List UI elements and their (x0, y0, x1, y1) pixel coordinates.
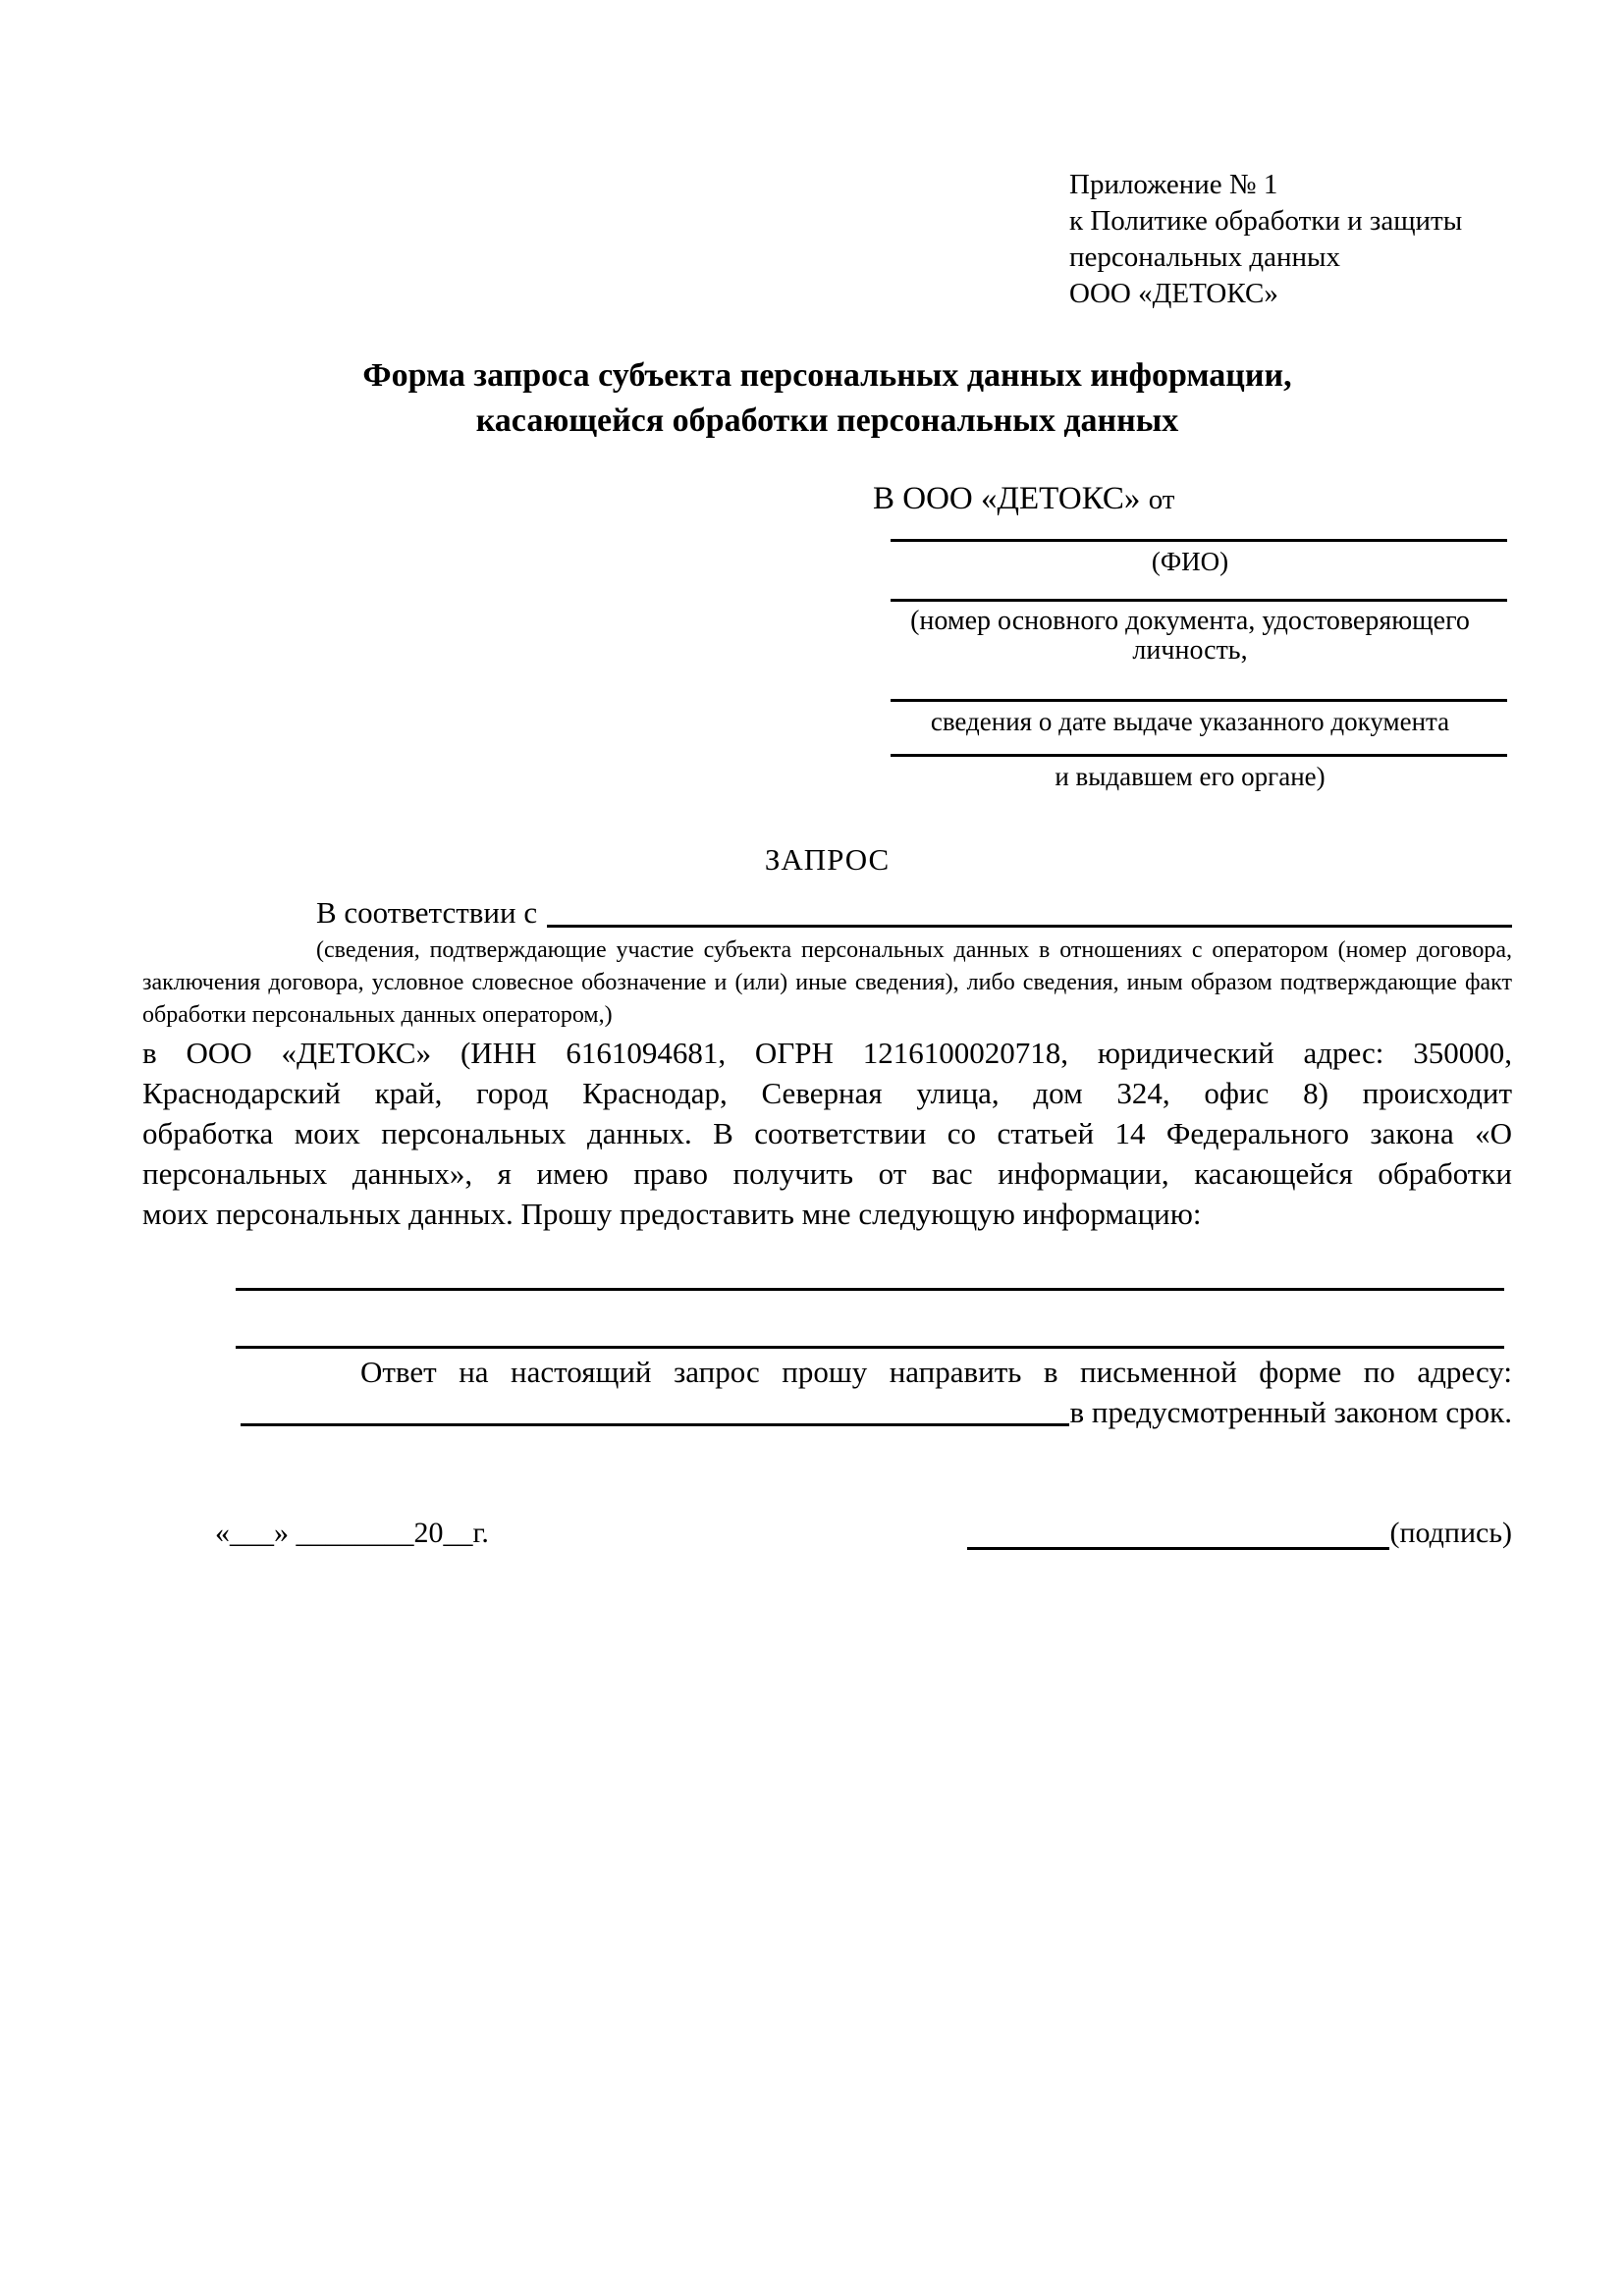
body-line-1: в ООО «ДЕТОКС» (ИНН 6161094681, ОГРН 1216100020718, юридический адрес: 350000, (142, 1036, 1512, 1070)
appendix-line-2: к Политике обработки и защиты (1069, 205, 1463, 237)
appendix-line-3: персональных данных (1069, 241, 1341, 273)
fio-field (873, 539, 1507, 576)
signature-row (142, 1517, 1512, 1550)
reply-term-text: в предусмотренный законом срок. (1069, 1395, 1512, 1429)
appendix-line-4: ООО «ДЕТОКС» (1069, 278, 1278, 309)
addressee-block (873, 481, 1507, 791)
appendix-line-1: Приложение № 1 (1069, 169, 1278, 200)
request-body-paragraph (142, 1036, 1512, 1237)
fio-blank-line (891, 539, 1507, 542)
document-number-blank-line (891, 599, 1507, 602)
body-line-5: моих персональных данных. Прошу предоставить мне следующую информацию: (142, 1197, 1202, 1231)
fine-print-note (142, 934, 1512, 1032)
accordance-label: В соответствии с (316, 895, 538, 930)
issue-date-caption: сведения о дате выдаче указанного документа (930, 707, 1450, 736)
issuing-authority-field (873, 754, 1507, 791)
accordance-line (316, 895, 1512, 931)
addressee-company: В ООО «ДЕТОКС» (873, 481, 1141, 516)
body-line-2: Краснодарский край, город Краснодар, Северная улица, дом 324, офис 8) происходит (142, 1076, 1512, 1110)
requested-info-blank-line-1 (236, 1288, 1504, 1291)
appendix-header (1069, 167, 1512, 312)
accordance-blank-line (547, 925, 1512, 928)
issue-date-field (873, 699, 1507, 736)
fine-print-line-1: (сведения, подтверждающие участие субъекта персональных данных в отношениях с оператором (номер договора, (316, 937, 1512, 963)
issuing-authority-blank-line (891, 754, 1507, 757)
signature-caption: (подпись) (1389, 1517, 1512, 1549)
addressee-to-line (873, 481, 1507, 517)
reply-term-line (142, 1395, 1512, 1430)
signature-blank-line (967, 1518, 1389, 1550)
body-line-3: обработка моих персональных данных. В соответствии со статьей 14 Федерального закона «О (142, 1116, 1512, 1150)
document-title-line-1: Форма запроса субъекта персональных данных информации, (362, 357, 1292, 394)
issuing-authority-caption: и выдавшем его органе) (1055, 762, 1326, 791)
reply-address-blank-line (241, 1423, 1069, 1426)
reply-address-line: Ответ на настоящий запрос прошу направить в письменной форме по адресу: (360, 1355, 1512, 1389)
document-number-field (873, 599, 1507, 666)
fio-caption: (ФИО) (1151, 547, 1229, 576)
addressee-from-word: от (1148, 484, 1175, 515)
fine-print-line-2: заключения договора, условное словесное обозначение и (или) иные сведения), либо сведения, иным образом подтверждающие факт (142, 970, 1512, 995)
body-line-4: персональных данных», я имею право получить от вас информации, касающейся обработки (142, 1156, 1512, 1191)
requested-info-blank-line-2 (236, 1346, 1504, 1349)
document-title (142, 353, 1512, 444)
request-heading: ЗАПРОС (764, 842, 891, 877)
issue-date-blank-line (891, 699, 1507, 702)
document-title-line-2: касающейся обработки персональных данных (475, 402, 1179, 439)
date-blank: «___» ________20__г. (215, 1517, 489, 1549)
fine-print-line-3: обработки персональных данных оператором,) (142, 1002, 613, 1028)
document-number-caption: (номер основного документа, удостоверяющего личность, (910, 606, 1470, 666)
